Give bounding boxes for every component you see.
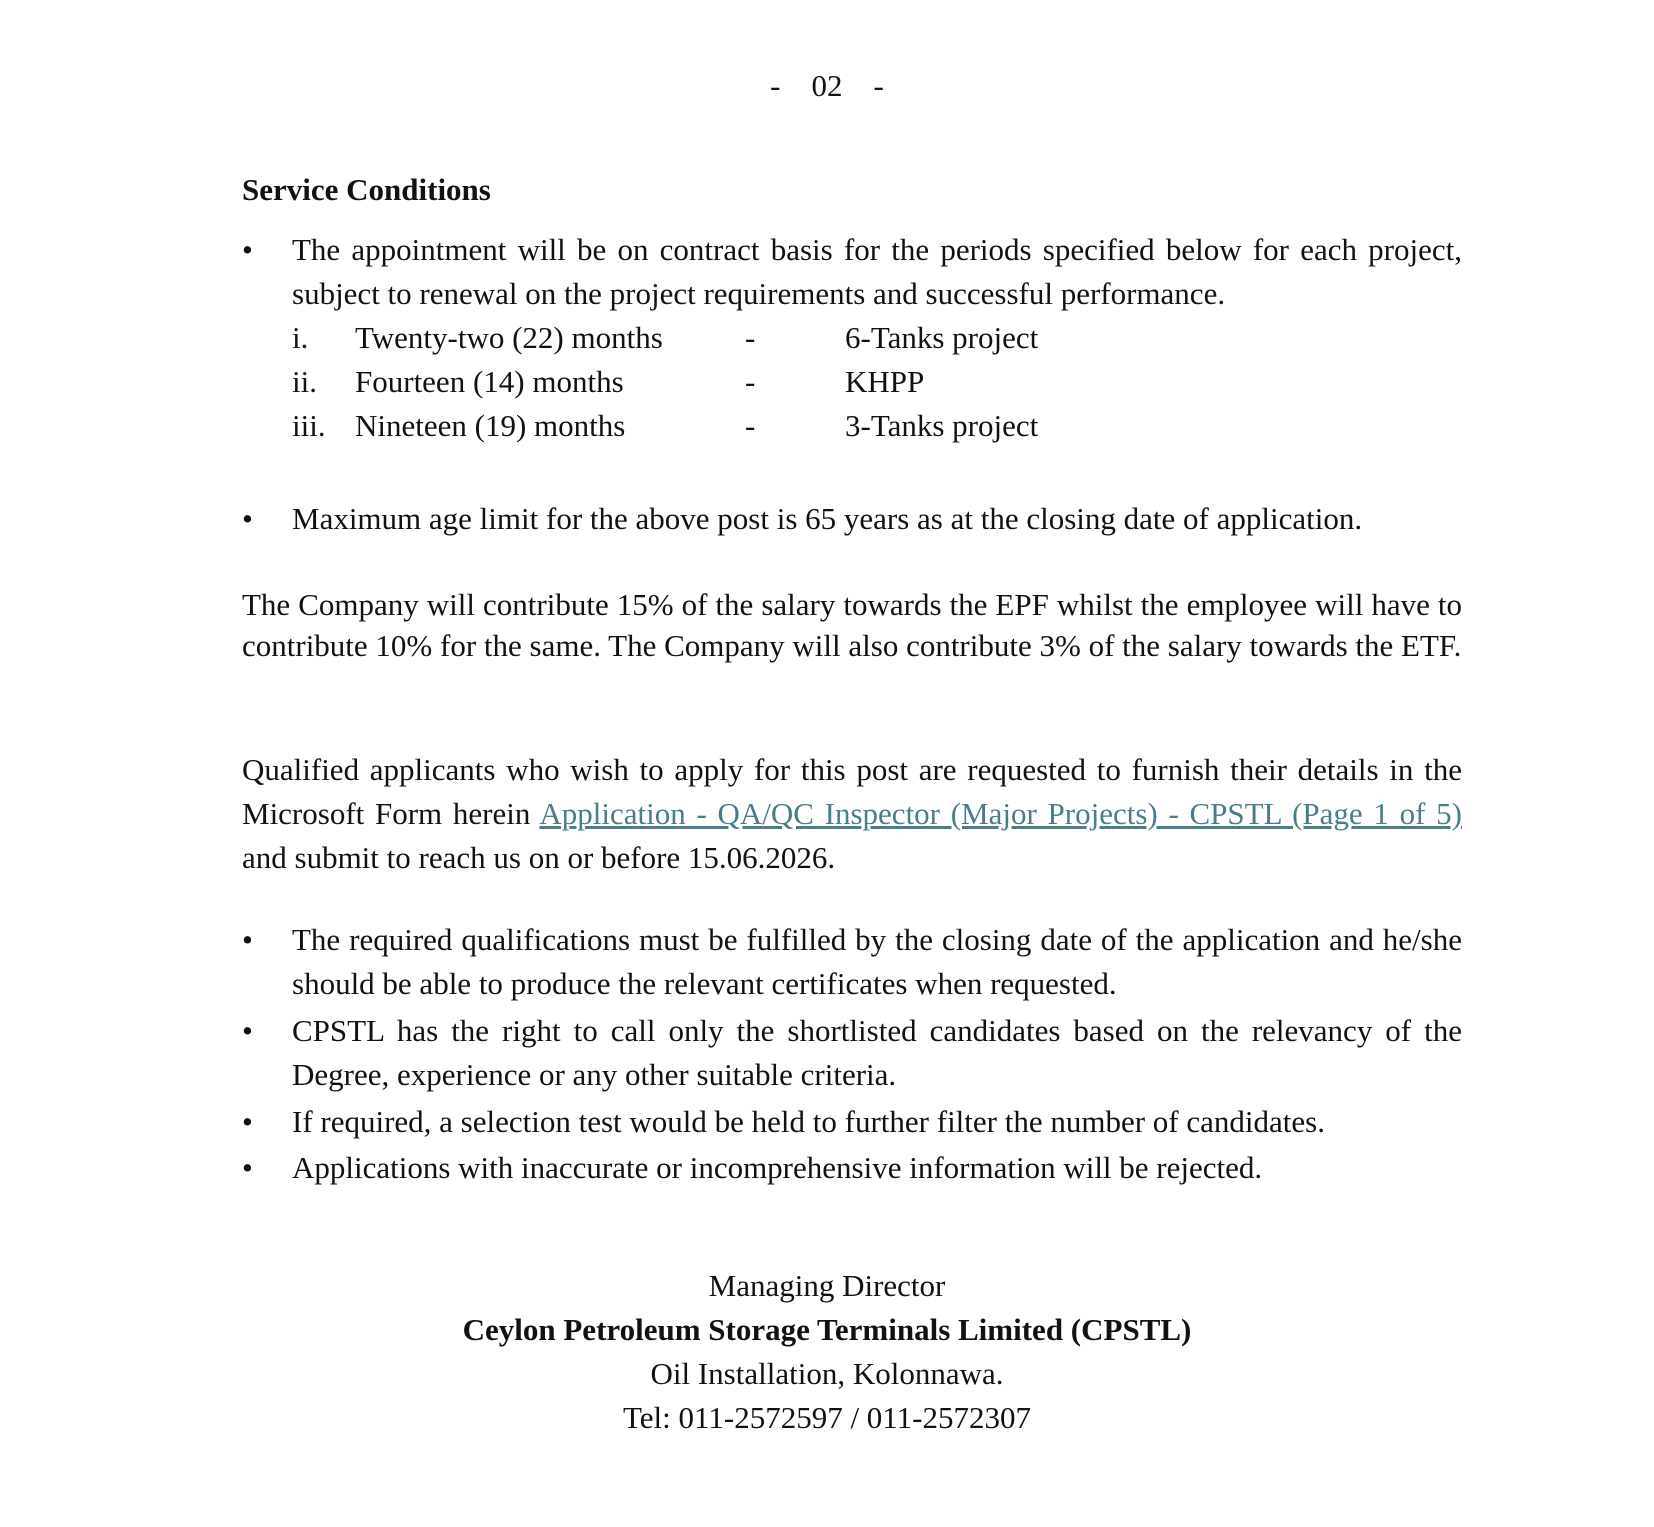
bullet-text: The appointment will be on contract basis for the periods specified below for each project, subject to renewal on the project requirements and successful performance. (292, 232, 1462, 311)
duration-period: Fourteen (14) months (355, 364, 624, 399)
signature-address: Oil Installation, Kolonnawa. (650, 1356, 1004, 1391)
duration-period: Nineteen (19) months (355, 408, 626, 443)
bullet-text: Maximum age limit for the above post is 65 years as at the closing date of application. (292, 501, 1363, 536)
list-item (242, 1009, 1462, 1097)
list-item (242, 228, 1462, 316)
signature-title: Managing Director (708, 1268, 946, 1303)
bullet-text: CPSTL has the right to call only the shortlisted candidates based on the relevancy of the Degree, experience or any other suitable criteria. (292, 1013, 1462, 1092)
apply-text-after: and submit to reach us on or before 15.06.2026. (242, 796, 1478, 875)
bullet-text: Applications with inaccurate or incomprehensive information will be rejected. (292, 1150, 1263, 1185)
duration-dash: - (745, 364, 756, 399)
duration-project: 3-Tanks project (845, 408, 1039, 443)
bullet-icon: • (242, 1013, 253, 1048)
list-item (242, 1146, 1462, 1190)
signature-tel: Tel: 011-2572597 / 011-2572307 (623, 1400, 1031, 1435)
list-item (242, 918, 1462, 1006)
duration-project: 6-Tanks project (845, 320, 1039, 355)
duration-dash: - (745, 320, 756, 355)
application-form-link[interactable]: Application - QA/QC Inspector (Major Projects) - CPSTL (Page 1 of 5) (539, 796, 1462, 831)
duration-number: iii. (292, 408, 326, 443)
duration-number: i. (292, 320, 309, 355)
apply-text-before: Qualified applicants who wish to apply for this post are requested to furnish their details in the Microsoft Form herein (242, 752, 1462, 831)
signature-company: Ceylon Petroleum Storage Terminals Limited (CPSTL) (462, 1312, 1192, 1347)
epf-paragraph: The Company will contribute 15% of the salary towards the EPF whilst the employee will have to contribute 10% for the same. The Company will also contribute 3% of the salary towards the ETF. (242, 587, 1462, 663)
bullet-icon: • (242, 1104, 253, 1139)
duration-period: Twenty-two (22) months (355, 320, 663, 355)
apply-paragraph (242, 748, 1478, 880)
bullet-icon: • (242, 232, 253, 267)
bullet-text: The required qualifications must be fulfilled by the closing date of the application and he/she should be able to produce the relevant certificates when requested. (292, 922, 1462, 1001)
list-item (242, 1100, 1462, 1144)
bullet-text: If required, a selection test would be held to further filter the number of candidates. (292, 1104, 1325, 1139)
bullet-icon: • (242, 1150, 253, 1185)
list-item (242, 497, 1462, 541)
duration-project: KHPP (845, 364, 925, 399)
bullet-icon: • (242, 501, 253, 536)
duration-number: ii. (292, 364, 317, 399)
section-heading: Service Conditions (242, 172, 491, 207)
bullet-icon: • (242, 922, 253, 957)
duration-dash: - (745, 408, 756, 443)
page-number: - 02 - (770, 68, 884, 103)
